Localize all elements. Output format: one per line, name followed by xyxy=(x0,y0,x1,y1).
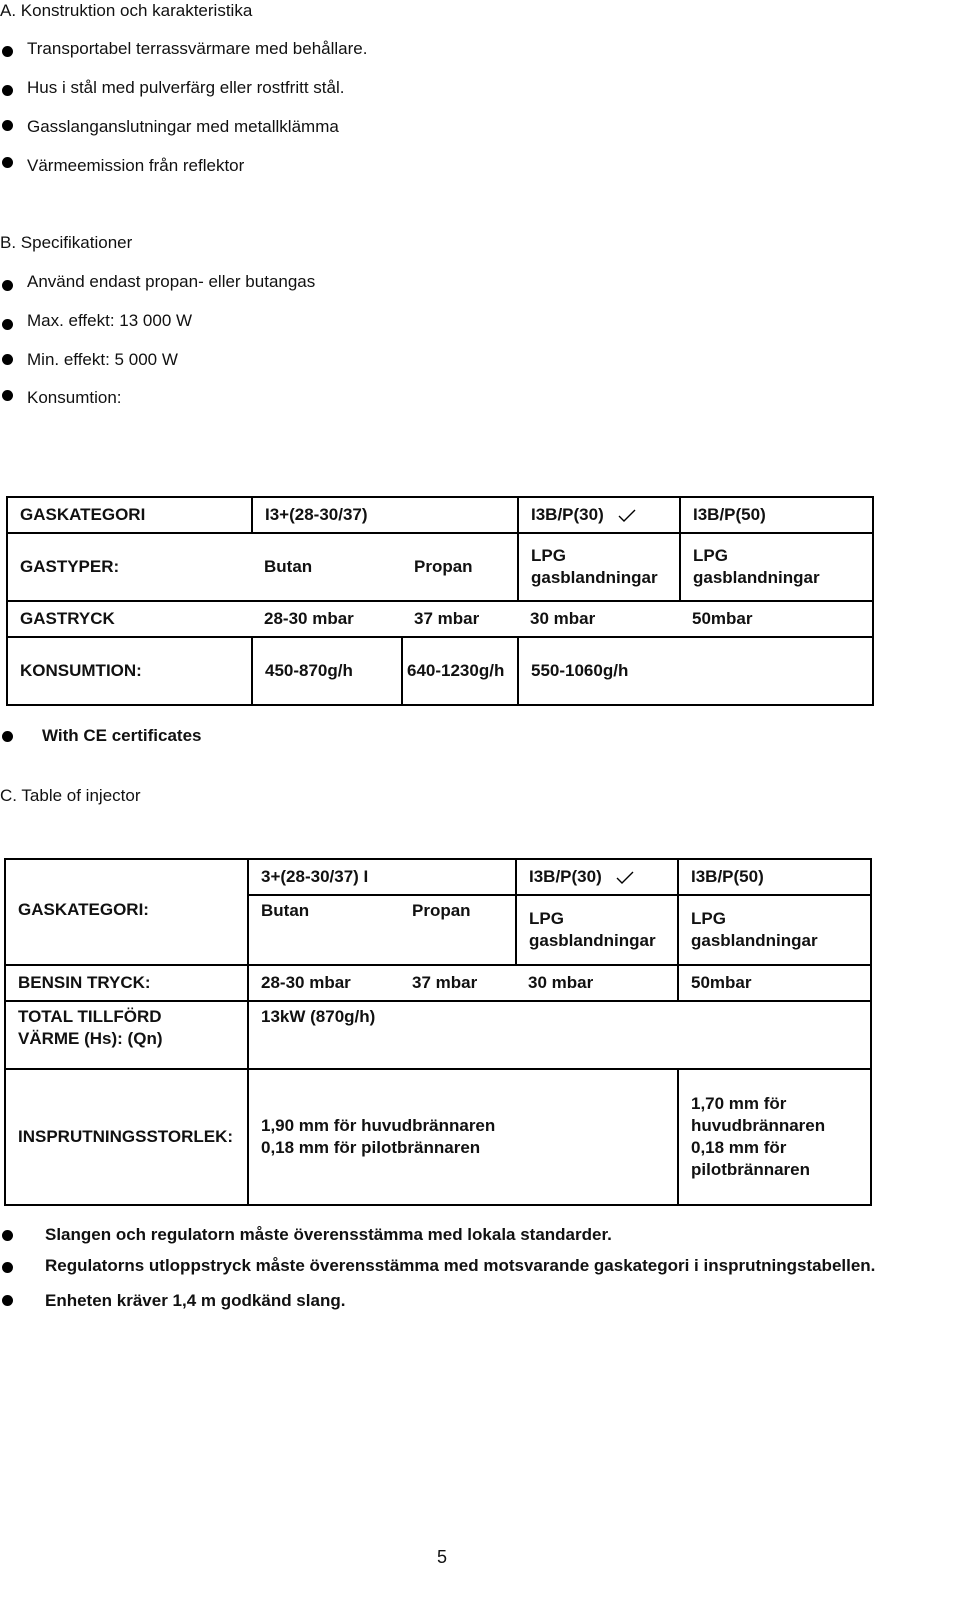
table-cell: GASKATEGORI: xyxy=(5,895,248,965)
section-b-item: Konsumtion: xyxy=(27,388,122,407)
table-row xyxy=(7,637,873,705)
gas-category-table xyxy=(6,496,874,706)
section-a-item: Transportabel terrassvärmare med behållare. xyxy=(27,39,368,58)
bullet-icon xyxy=(2,280,13,291)
table-cell: Propan xyxy=(400,895,516,965)
table-row xyxy=(7,533,873,601)
table-cell: 28-30 mbar xyxy=(252,601,402,637)
table-cell-line: 0,18 mm för pilotbrännaren xyxy=(261,1138,481,1157)
section-a-item: Gasslanganslutningar med metallklämma xyxy=(27,117,339,136)
bullet-icon xyxy=(2,319,13,330)
table-cell xyxy=(5,1001,248,1069)
note-item: Slangen och regulatorn måste överensstämma med lokala standarder. xyxy=(45,1225,612,1244)
section-b-title: B. Specifikationer xyxy=(0,233,133,252)
table-cell-text: I3B/P(30) xyxy=(531,505,604,524)
table-cell-line: gasblandningar xyxy=(529,931,656,950)
table-cell: I3B/P(50) xyxy=(680,497,873,533)
table-cell xyxy=(5,859,248,895)
table-cell: Butan xyxy=(248,895,400,965)
table-cell-line: pilotbrännaren xyxy=(691,1160,811,1179)
table-cell-line: 0,18 mm för xyxy=(691,1138,787,1157)
table-cell: 37 mbar xyxy=(400,965,516,1001)
bullet-icon xyxy=(2,1295,13,1306)
table-cell: I3+(28-30/37) xyxy=(252,497,402,533)
section-b-item: Använd endast propan- eller butangas xyxy=(27,272,316,291)
page-number: 5 xyxy=(437,1547,448,1567)
table-cell: BENSIN TRYCK: xyxy=(5,965,248,1001)
table-cell-line: VÄRME (Hs): (Qn) xyxy=(18,1029,163,1048)
injector-table xyxy=(4,858,872,1206)
bullet-icon xyxy=(2,1262,13,1273)
table-cell: GASTYPER: xyxy=(7,533,252,601)
table-row xyxy=(5,895,871,965)
table-cell-line: huvudbrännaren xyxy=(691,1116,826,1135)
section-b-item: Max. effekt: 13 000 W xyxy=(27,311,193,330)
note-item: Regulatorns utloppstryck måste överensstämma med motsvarande gaskategori i insprutningstabellen. xyxy=(45,1256,876,1275)
table-cell xyxy=(680,637,873,705)
note-item: Enheten kräver 1,4 m godkänd slang. xyxy=(45,1291,346,1310)
bullet-icon xyxy=(2,46,13,57)
table-cell-line: LPG xyxy=(529,909,564,928)
table-cell: INSPRUTNINGSSTORLEK: xyxy=(5,1069,248,1205)
bullet-icon xyxy=(2,157,13,168)
table-cell-line: 1,90 mm för huvudbrännaren xyxy=(261,1116,496,1135)
bullet-icon xyxy=(2,1230,13,1241)
table-row xyxy=(7,497,873,533)
table-cell: 640-1230g/h xyxy=(402,637,518,705)
table-cell: 3+(28-30/37) I xyxy=(248,859,400,895)
table-cell xyxy=(516,895,678,965)
table-cell-text: I3B/P(30) xyxy=(529,867,602,886)
table-cell-line: TOTAL TILLFÖRD xyxy=(18,1007,162,1026)
table-cell-line: LPG xyxy=(531,546,566,565)
table-cell: 30 mbar xyxy=(516,965,678,1001)
table-cell: 30 mbar xyxy=(518,601,680,637)
table-cell xyxy=(248,1069,678,1205)
table-cell: Propan xyxy=(402,533,518,601)
table-row xyxy=(5,1069,871,1205)
table-cell: 50mbar xyxy=(680,601,873,637)
table-cell: 37 mbar xyxy=(402,601,518,637)
table-cell: KONSUMTION: xyxy=(7,637,252,705)
table-row xyxy=(5,859,871,895)
section-a-title: A. Konstruktion och karakteristika xyxy=(0,1,253,20)
table-cell: GASTRYCK xyxy=(7,601,252,637)
table-cell: 28-30 mbar xyxy=(248,965,400,1001)
table-cell xyxy=(678,1069,871,1205)
table-cell xyxy=(678,895,871,965)
table-cell xyxy=(402,497,518,533)
section-b-item: Min. effekt: 5 000 W xyxy=(27,350,178,369)
table-cell-line: gasblandningar xyxy=(691,931,818,950)
bullet-icon xyxy=(2,354,13,365)
table-cell-line: LPG xyxy=(691,909,726,928)
table-cell xyxy=(400,859,516,895)
table-row xyxy=(5,1001,871,1069)
table-cell xyxy=(518,533,680,601)
table-cell-line: gasblandningar xyxy=(531,568,658,587)
bullet-icon xyxy=(2,390,13,401)
table-cell: 450-870g/h xyxy=(252,637,402,705)
table-cell: 50mbar xyxy=(678,965,871,1001)
table-cell: 13kW (870g/h) xyxy=(248,1001,871,1069)
checkmark-icon xyxy=(616,871,634,885)
table-cell-line: LPG xyxy=(693,546,728,565)
table-cell xyxy=(516,859,678,895)
section-a-item: Värmeemission från reflektor xyxy=(27,156,245,175)
table-cell-line: 1,70 mm för xyxy=(691,1094,787,1113)
bullet-icon xyxy=(2,120,13,131)
table-cell xyxy=(518,497,680,533)
bullet-icon xyxy=(2,85,13,96)
table-cell: GASKATEGORI xyxy=(7,497,252,533)
section-c-title: C. Table of injector xyxy=(0,786,141,805)
bullet-icon xyxy=(2,731,13,742)
ce-note: With CE certificates xyxy=(42,726,202,745)
checkmark-icon xyxy=(618,509,636,523)
table-cell: I3B/P(50) xyxy=(678,859,871,895)
table-cell: 550-1060g/h xyxy=(518,637,680,705)
table-cell: Butan xyxy=(252,533,402,601)
table-row xyxy=(7,601,873,637)
table-cell-line: gasblandningar xyxy=(693,568,820,587)
table-cell xyxy=(680,533,873,601)
table-row xyxy=(5,965,871,1001)
section-a-item: Hus i stål med pulverfärg eller rostfritt stål. xyxy=(27,78,345,97)
